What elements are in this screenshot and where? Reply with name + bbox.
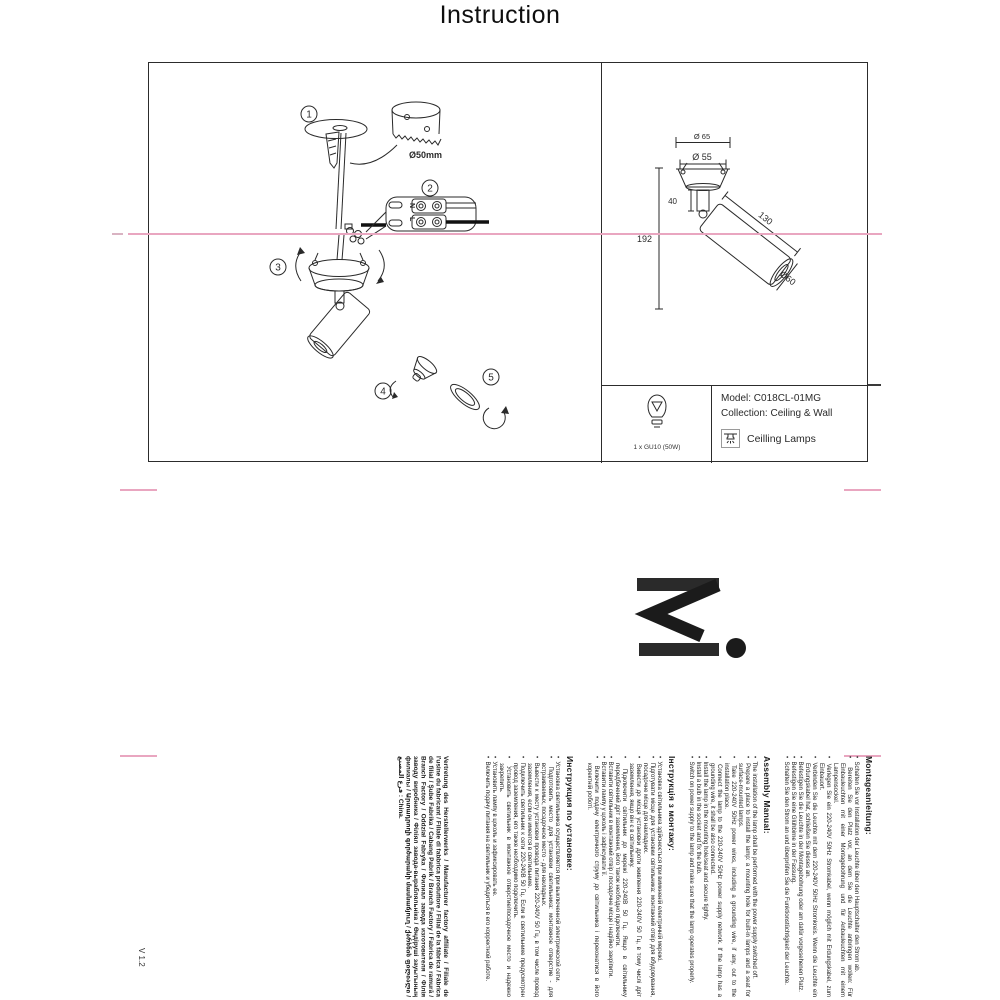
gu10-bulb-icon bbox=[644, 393, 670, 433]
fold-mark-right-1 bbox=[844, 489, 881, 491]
fold-line-center bbox=[128, 233, 882, 235]
dim-65-label: Ø 65 bbox=[693, 132, 711, 141]
bulb-spec-label: 1 x GU10 (50W) bbox=[633, 444, 681, 451]
version-label: V 1.2 bbox=[137, 948, 146, 967]
manufacturer-info: Vertretung des Herstellerwerks / Manufacturer factory affiliate / Filiale de l'usine du fabricant / Filiale di fabbrica produttore / Filial de la fábrica / Fábrica de filial / Şube Fabrika / Cabang Pabrik / Branch Factory / Fabrica de ramură / Branch Factory / Oddział Fabryka / Филиал завода изготовителя / Філія заводу виробника / Філіял завода-вырабляльніка / Өндіруші зауытының филиалы / Արտադրողի գործարանի մասնաճյուղ / ქარხნის ფილიალი / فرع المصنع : China. bbox=[397, 756, 449, 998]
instruction-item: • Підготувати місце для установки світильника: монтажний отвір для вбудовування, посадочне місце для накладних. bbox=[641, 756, 655, 997]
step-5-number: 5 bbox=[488, 372, 494, 384]
model-number: Model: C018CL-01MG bbox=[721, 393, 822, 404]
maytoni-logo bbox=[629, 571, 755, 667]
dimension-panel bbox=[601, 63, 869, 463]
instruction-item: • Connect the lamp to the 220-240V 50Hz power supply network. If the lamp has a grounding wire, it shall be also connected. bbox=[708, 756, 722, 997]
step-4-number: 4 bbox=[380, 386, 386, 398]
step-3-number: 3 bbox=[275, 262, 281, 274]
terminal-n-label: N bbox=[408, 203, 415, 209]
page-title: Instruction bbox=[439, 1, 561, 29]
instruction-item: • Schalten Sie vor Installation der Leuchte über den Hauptschalter den Strom ab. bbox=[852, 756, 859, 997]
collection-name: Collection: Ceiling & Wall bbox=[721, 408, 833, 419]
instruction-item: • Verlegen Sie ein 220-240V 50Hz Stromkabel, wenn möglich mit Erdungskabel, zum Einbauort. bbox=[817, 756, 831, 997]
dim-192-label: 192 bbox=[637, 234, 653, 244]
dimension-drawing bbox=[602, 63, 868, 385]
instruction-item: • Prepare a place to install the lamp: a mounting hole for built-in lamps and a seat for surface-mounted lamps. bbox=[736, 756, 750, 997]
bulb-spec-cell bbox=[602, 386, 712, 463]
instructions-de bbox=[782, 756, 874, 997]
instruction-item: • The installation of the lamp shall be performed with the power supply switched off. bbox=[750, 756, 757, 997]
heading-en: Assembly Manual: bbox=[762, 756, 772, 834]
product-info-row bbox=[602, 385, 868, 462]
dim-55-label: Ø 55 bbox=[692, 152, 712, 162]
fold-mark-left-1 bbox=[120, 489, 157, 491]
heading-ru: Инструкция по установке: bbox=[565, 756, 575, 871]
instruction-diagram-box bbox=[148, 62, 868, 462]
heading-de: Montageanleitung: bbox=[864, 756, 874, 835]
instruction-item: • Вывести к месту установки провода питания 220-240V 50 Гц, в том числе провод заземления, если он имеется в светильнике. bbox=[525, 756, 539, 997]
terminal-l-label: L bbox=[408, 217, 415, 222]
assembly-steps-diagram bbox=[149, 63, 601, 463]
step-2-number: 2 bbox=[427, 183, 433, 195]
instruction-item: • Подготовить место для установки светильника: монтажное отверстие - для встраиваемых, посадочное место - для накладных. bbox=[539, 756, 553, 997]
instruction-item: • Вивести до місця установки дроти живлення 220-240V 50 Гц, в тому числі дріт заземлення, якщо він є в світильнику. bbox=[627, 756, 641, 997]
step-1-number: 1 bbox=[306, 109, 312, 121]
instruction-item: • Verbinden Sie die Leuchte mit dem 220-240V 50Hz Stromkreis. Wenn die Leuchte ein Erdungskabel hat, schließen Sie dieses an. bbox=[803, 756, 817, 997]
instruction-item: • Вставити світильник в монтажний отвір / посадочне місце і надійно закріпити. bbox=[606, 756, 613, 997]
fold-line-dash bbox=[112, 233, 123, 235]
instruction-item: • Install a bulb in the socket and fix the bulb. bbox=[694, 756, 701, 997]
instruction-item: • Install the lamp in the mounting hole/seat and secure tightly. bbox=[701, 756, 708, 997]
category-label: Ceilling Lamps bbox=[747, 432, 816, 445]
instruction-item: • Установить светильник в монтажное отверстие/посадочное место и надежно закрепить. bbox=[497, 756, 511, 997]
instruction-item: • Schalten Sie den Strom an und überprüfen Sie die Funktionstüchtigkeit der Leuchte. bbox=[782, 756, 789, 997]
panel-divider-tick bbox=[868, 384, 881, 386]
instruction-item: • Установить лампу в цоколь и зафиксировать ее. bbox=[490, 756, 497, 997]
instruction-item: • Switch on power supply to the lamp and make sure that the lamp operates properly. bbox=[687, 756, 694, 997]
instruction-item: • Подключить светильник к сети 220-240В 50 Гц. Если в светильнике предусмотрен провод заземления, его также необходимо подключить. bbox=[511, 756, 525, 997]
instruction-item: • Вставити лампу у цоколь і зафіксувати її. bbox=[599, 756, 606, 997]
instruction-item: • Befestigen Sie die Leuchte in der Montagebohrung oder am dafür vorgesehenen Platz. bbox=[796, 756, 803, 997]
dim-130-label: 130 bbox=[756, 209, 775, 227]
instruction-item: • Take 220-240V 50Hz power wires, including a grounding wire, if any, out to the installation place. bbox=[722, 756, 736, 997]
instruction-item: • Включить подачу питания на светильник и убедиться в его корректной работе. bbox=[483, 756, 490, 997]
dim-40-label: 40 bbox=[668, 197, 677, 206]
dim-60-label: Ø60 bbox=[778, 268, 798, 288]
model-info-cell bbox=[712, 386, 868, 463]
heading-uk: Інструкція з монтажу: bbox=[667, 756, 677, 852]
instruction-item: • Установка світильника здійснюється при вимкненій електричній мережі. bbox=[655, 756, 662, 997]
hole-saw-diameter-label: Ø50mm bbox=[409, 150, 443, 160]
instruction-item: • Установка светильника осуществляется при выключенной электрической сети. bbox=[553, 756, 560, 997]
instructions-uk bbox=[585, 756, 677, 997]
instructions-en bbox=[687, 756, 772, 997]
multilingual-instructions bbox=[130, 756, 874, 997]
instruction-item: • Включити подачу електричного струму до світильника і переконатися в його коректній роботі. bbox=[585, 756, 599, 997]
instruction-item: • Bereiten Sie den Platz vor, an dem Sie die Leuchte anbringen wollen: Für Einbauleuchten mit einer Montagebohrung und für Anbauleuchten mit einem Lampensockel. bbox=[831, 756, 852, 997]
instruction-item: • Підключити світильник до мережі 220-240В 50 Гц. Якщо в світильнику передбачений дріт заземлення, його також необхідно підключити. bbox=[613, 756, 627, 997]
instruction-item: • Befestigen Sie eine Glühbirne in der Fassung. bbox=[789, 756, 796, 997]
ceiling-lamp-icon bbox=[721, 429, 740, 448]
instructions-ru bbox=[483, 756, 575, 997]
